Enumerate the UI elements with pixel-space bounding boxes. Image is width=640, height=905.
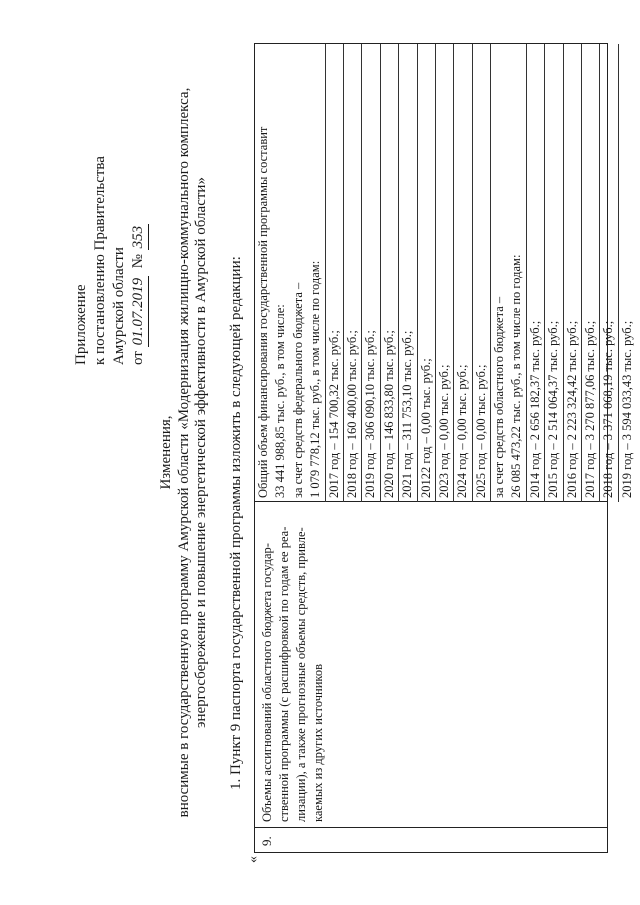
right-line: 2015 год – 2 514 064,37 тыс. руб.; xyxy=(545,44,563,502)
right-line: 2018 год – 160 400,00 тыс. руб.; xyxy=(344,44,362,502)
right-line: 26 085 473,22 тыс. руб., в том числе по годам: xyxy=(508,44,526,502)
right-line: 2014 год – 2 656 182,37 тыс. руб.; xyxy=(527,44,545,502)
right-line: 1 079 778,12 тыс. руб., в том числе по годам: xyxy=(307,44,325,502)
table-right-cell xyxy=(255,44,636,502)
right-line: за счет средств федерального бюджета – xyxy=(290,282,305,498)
right-line: 2018 год – 3 371 068,19 тыс. руб.; xyxy=(600,44,618,502)
right-line: 2020 год – 146 833,80 тыс. руб.; xyxy=(381,44,399,502)
right-line: 2019 год – 3 594 033,43 тыс. руб.; xyxy=(619,320,634,498)
document-subtitle xyxy=(176,0,210,905)
date-value: 01.07.2019 xyxy=(129,276,149,348)
appendix-title: Приложение xyxy=(73,284,89,365)
right-line: 2017 год – 3 270 877,06 тыс. руб.; xyxy=(582,44,600,502)
opening-quote: « xyxy=(246,856,261,863)
right-line: 2024 год – 0,00 тыс. руб.; xyxy=(454,44,472,502)
appendix-resolution: к постановлению Правительства xyxy=(92,156,108,365)
right-line: 2017 год – 154 700,32 тыс. руб.; xyxy=(326,44,344,502)
right-line: 2023 год – 0,00 тыс. руб.; xyxy=(436,44,454,502)
left-line: ственной программы (с расшифровкой по годам ее реа- xyxy=(277,526,291,822)
passport-table xyxy=(254,43,634,853)
number-value: 353 xyxy=(129,224,149,251)
row-number: 9. xyxy=(259,836,274,846)
subtitle-line-2: энергосбережение и повышение энергетической эффективности в Амурской области» xyxy=(193,177,209,728)
right-line: за счет средств областного бюджета – xyxy=(492,296,507,498)
right-line: 20122 год – 0,00 тыс. руб.; xyxy=(418,44,436,502)
right-line: 33 441 988,85 тыс. руб., в том числе: xyxy=(273,304,288,498)
date-prefix: от xyxy=(130,351,146,365)
table-divider-1 xyxy=(255,827,607,828)
appendix-block xyxy=(72,156,149,365)
left-line: лизации), а также прогнозные объемы средств, привле- xyxy=(294,527,308,822)
left-line: Объемы ассигнований областного бюджета государ- xyxy=(260,543,274,822)
item-heading: 1. Пункт 9 паспорта государственной программы изложить в следующей редакции: xyxy=(228,256,244,790)
right-line: 2016 год – 2 223 324,42 тыс. руб.; xyxy=(564,44,582,502)
right-line: 2019 год – 306 090,10 тыс. руб.; xyxy=(362,44,380,502)
number-prefix: № xyxy=(130,254,146,269)
right-line: 2021 год – 311 753,10 тыс. руб.; xyxy=(399,44,417,502)
document-title: Изменения, xyxy=(158,415,174,490)
subtitle-line-1: вносимые в государственную программу Амурской области «Модернизация жилищно-коммунального комплекса, xyxy=(176,87,192,818)
right-line: Общий объем финансирования государственной программы составит xyxy=(256,126,270,498)
right-line: 2025 год – 0,00 тыс. руб.; xyxy=(473,44,491,502)
left-line: каемых из других источников xyxy=(311,663,325,822)
appendix-region: Амурской области xyxy=(111,247,127,365)
appendix-date-line xyxy=(129,156,149,365)
